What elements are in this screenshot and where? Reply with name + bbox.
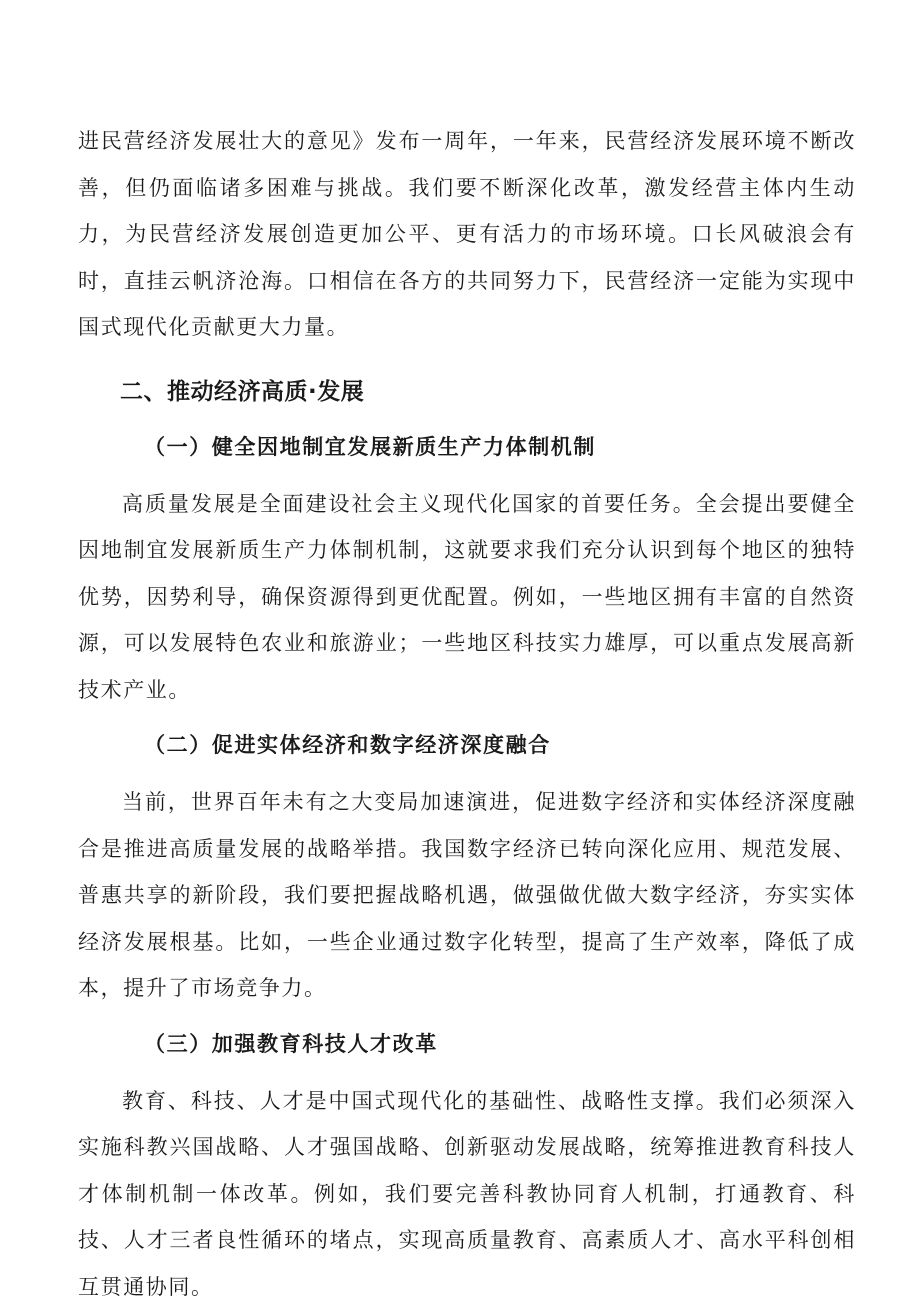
subsection-title: （三）加强教育科技人才改革 xyxy=(78,1024,856,1064)
subsection-2 xyxy=(78,725,856,1012)
subsection-title: （一）健全因地制宜发展新质生产力体制机制 xyxy=(78,427,856,467)
subsection-1 xyxy=(78,427,856,714)
section-heading: 二、推动经济高质·发展 xyxy=(78,369,856,415)
subsection-paragraph: 当前，世界百年未有之大变局加速演进，促进数字经济和实体经济深度融合是推进高质量发展的战略举措。我国数字经济已转向深化应用、规范发展、普惠共享的新阶段，我们要把握战略机遇，做强做优做大数字经济，夯实实体经济发展根基。比如，一些企业通过数字化转型，提高了生产效率，降低了成本，提升了市场竞争力。 xyxy=(78,779,856,1012)
subsection-3 xyxy=(78,1024,856,1310)
subsection-paragraph: 教育、科技、人才是中国式现代化的基础性、战略性支撑。我们必须深入实施科教兴国战略、人才强国战略、创新驱动发展战略，统筹推进教育科技人才体制机制一体改革。例如，我们要完善科教协同育人机制，打通教育、科技、人才三者良性循环的堵点，实现高质量教育、高素质人才、高水平科创相互贯通协同。 xyxy=(78,1078,856,1310)
subsection-title: （二）促进实体经济和数字经济深度融合 xyxy=(78,725,856,765)
document-body xyxy=(78,118,856,1310)
subsection-paragraph: 高质量发展是全面建设社会主义现代化国家的首要任务。全会提出要健全因地制宜发展新质生产力体制机制，这就要求我们充分认识到每个地区的独特优势，因势利导，确保资源得到更优配置。例如，一些地区拥有丰富的自然资源，可以发展特色农业和旅游业；一些地区科技实力雄厚，可以重点发展高新技术产业。 xyxy=(78,481,856,714)
intro-paragraph: 进民营经济发展壮大的意见》发布一周年，一年来，民营经济发展环境不断改善，但仍面临诸多困难与挑战。我们要不断深化改革，激发经营主体内生动力，为民营经济发展创造更加公平、更有活力的市场环境。口长风破浪会有时，直挂云帆济沧海。口相信在各方的共同努力下，民营经济一定能为实现中国式现代化贡献更大力量。 xyxy=(78,118,856,351)
